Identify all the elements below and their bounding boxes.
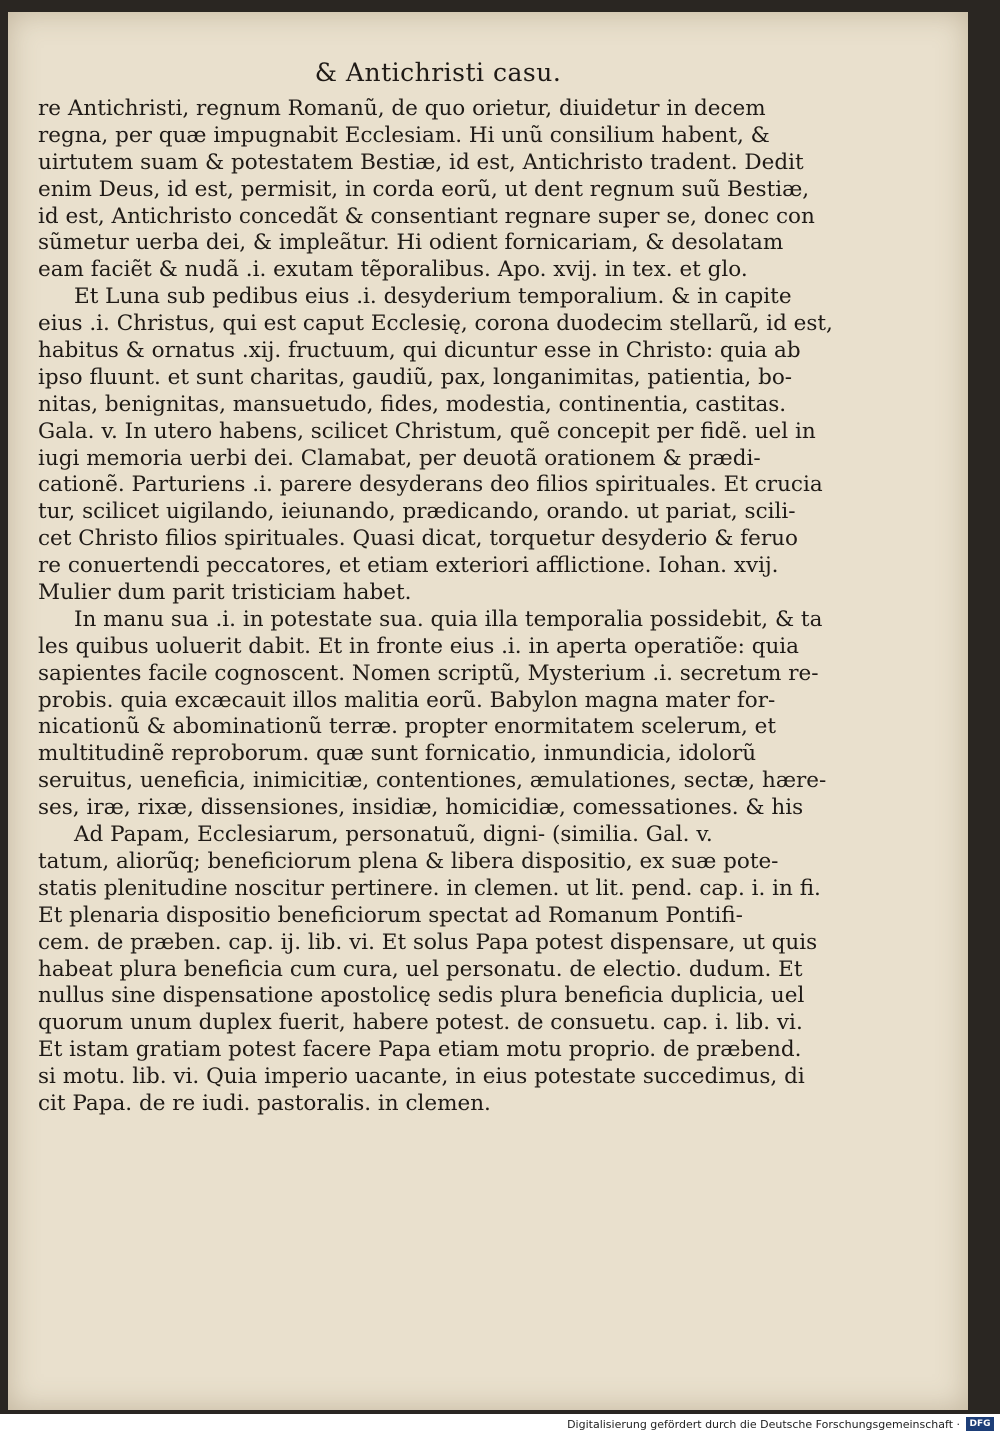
text-line: Mulier dum parit tristiciam habet.	[38, 580, 412, 606]
text-line: ipso fluunt. et sunt charitas, gaudiũ, pax, longanimitas, patientia, bo-	[38, 364, 793, 390]
text-body	[38, 96, 833, 1118]
text-line: nitas, benignitas, mansuetudo, fides, modestia, continentia, castitas.	[38, 391, 787, 417]
text-line: re conuertendi peccatores, et etiam exteriori afflictione. Iohan. xvij.	[38, 553, 779, 579]
text-line: tur, scilicet uigilando, ieiunando, prædicando, orando. ut pariat, scili-	[38, 499, 796, 525]
text-line: cet Christo filios spirituales. Quasi dicat, torquetur desyderio & feruo	[38, 526, 798, 552]
text-line: cem. de præben. cap. ij. lib. vi. Et solus Papa potest dispensare, ut quis	[38, 929, 818, 955]
text-line: Gala. v. In utero habens, scilicet Christum, quẽ concepit per fidẽ. uel in	[38, 418, 816, 444]
text-line: Et plenaria dispositio beneficiorum spectat ad Romanum Pontifi-	[38, 902, 743, 928]
text-line: probis. quia excæcauit illos malitia eorũ. Babylon magna mater for-	[38, 687, 776, 713]
text-line: enim Deus, id est, permisit, in corda eorũ, ut dent regnum suũ Bestiæ,	[38, 176, 810, 202]
text-line: In manu sua .i. in potestate sua. quia illa temporalia possidebit, & ta	[74, 606, 823, 632]
text-line: cit Papa. de re iudi. pastoralis. in clemen.	[38, 1090, 491, 1116]
book-page	[8, 12, 968, 1410]
footer-credit: Digitalisierung gefördert durch die Deutsche Forschungsgemeinschaft ·	[567, 1418, 960, 1431]
text-line: eam faciẽt & nudã .i. exutam tẽporalibus. Apo. xvij. in tex. et glo.	[38, 257, 748, 283]
text-line: Et istam gratiam potest facere Papa etiam motu proprio. de præbend.	[38, 1037, 802, 1063]
text-line: habitus & ornatus .xij. fructuum, qui dicuntur esse in Christo: quia ab	[38, 338, 801, 364]
text-line: les quibus uoluerit dabit. Et in fronte eius .i. in aperta operatiõe: quia	[38, 633, 799, 659]
footer-bar	[0, 1414, 1000, 1436]
text-line: sapientes facile cognoscent. Nomen scriptũ, Mysterium .i. secretum re-	[38, 660, 819, 686]
page-text	[38, 58, 833, 1118]
text-line: quorum unum duplex fuerit, habere potest. de consuetu. cap. i. lib. vi.	[38, 1010, 803, 1036]
text-line: regna, per quæ impugnabit Ecclesiam. Hi unũ consilium habent, &	[38, 122, 770, 148]
text-line: nullus sine dispensatione apostolicę sedis plura beneficia duplicia, uel	[38, 983, 805, 1009]
text-line: nicationũ & abominationũ terræ. propter enormitatem scelerum, et	[38, 714, 777, 740]
text-line: id est, Antichristo concedãt & consentiant regnare super se, donec con	[38, 203, 815, 229]
running-header: & Antichristi casu.	[314, 58, 562, 87]
text-line: sũmetur uerba dei, & impleãtur. Hi odient fornicariam, & desolatam	[38, 230, 784, 256]
text-line: cationẽ. Parturiens .i. parere desyderans deo filios spirituales. Et crucia	[38, 472, 823, 498]
text-line: seruitus, ueneficia, inimicitiæ, contentiones, æmulationes, sectæ, hære-	[38, 768, 827, 794]
text-line: re Antichristi, regnum Romanũ, de quo orietur, diuidetur in decem	[38, 96, 766, 121]
text-line: ses, iræ, rixæ, dissensiones, insidiæ, homicidiæ, comessationes. & his	[38, 795, 804, 821]
text-line: multitudinẽ reproborum. quæ sunt fornicatio, inmundicia, idolorũ	[38, 741, 757, 767]
dfg-logo: DFG	[966, 1417, 994, 1431]
text-line: statis plenitudine noscitur pertinere. in clemen. ut lit. pend. cap. i. in fi.	[38, 875, 821, 901]
text-line: si motu. lib. vi. Quia imperio uacante, in eius potestate succedimus, di	[38, 1064, 805, 1090]
text-line: habeat plura beneficia cum cura, uel personatu. de electio. dudum. Et	[38, 956, 803, 982]
text-line: eius .i. Christus, qui est caput Ecclesię, corona duodecim stellarũ, id est,	[38, 311, 833, 337]
text-line: Ad Papam, Ecclesiarum, personatuũ, digni- (similia. Gal. v.	[74, 822, 713, 848]
text-line: iugi memoria uerbi dei. Clamabat, per deuotã orationem & prædi-	[38, 445, 761, 471]
text-line: Et Luna sub pedibus eius .i. desyderium temporalium. & in capite	[74, 284, 792, 310]
text-line: tatum, aliorũq; beneficiorum plena & libera dispositio, ex suæ pote-	[38, 848, 779, 874]
text-line: uirtutem suam & potestatem Bestiæ, id est, Antichristo tradent. Dedit	[38, 149, 804, 175]
